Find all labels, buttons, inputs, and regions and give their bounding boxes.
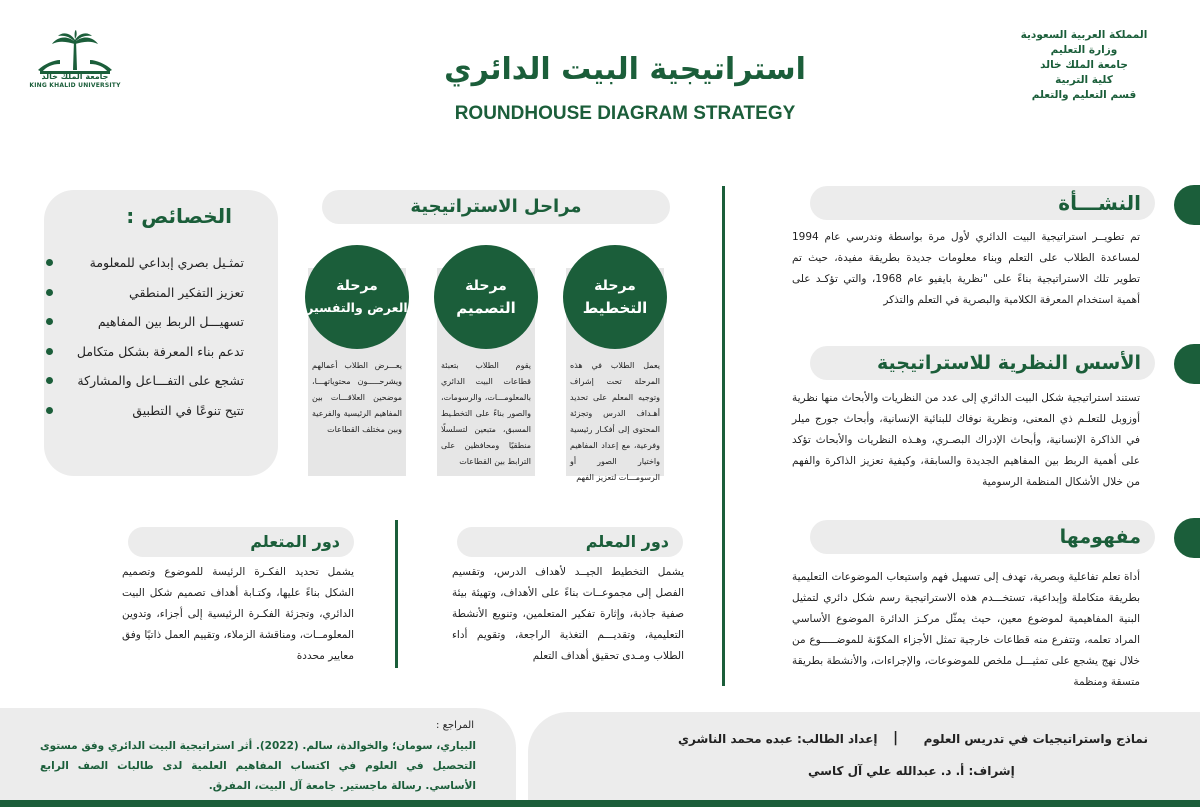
- reference-entry: البياري، سومان؛ والخوالدة، سالم. (2022). أثر استراتيجية البيت الدائري وفق مستوى التحصيل في العلوم في اكتساب المفاهيم العلمية لدى طالبات الصف الرابع الأساسي. رسالة ماجستير. جامعة آل البيت، المفرق.: [39, 740, 476, 792]
- stage-text-planning: يعمل الطلاب في هذه المرحلة تحت إشراف وتوجيه المعلم على تحديد أهـداف الدرس وتجزئة المحتوى إلى أفكـار رئيسية وفرعية، مع إعداد المفاهيم واختيار الصور أو الرسومـــات لتعزيز الفهم: [570, 361, 660, 482]
- column-divider: [722, 186, 725, 686]
- learner-role-heading: دور المتعلم: [128, 527, 354, 557]
- stage-circle-presentation: مرحلة العرض والتفسير: [305, 245, 409, 349]
- stages-heading: مراحل الاستراتيجية: [322, 190, 670, 224]
- feature-item: تدعم بناء المعرفة بشكل متكامل: [58, 337, 248, 367]
- institution-block: [1004, 28, 1164, 103]
- references-panel: [0, 708, 516, 807]
- bullet-icon: [46, 259, 53, 266]
- learner-role-text: يشمل تحديد الفكـرة الرئيسة للموضوع وتصميم الشكل بناءً عليها، وكتـابة أهداف تصميم شكل البيت الدائري، وتجزئة الفكـرة الرئيسية إلى أجزاء، وتدوين المعلومــات، ومناقشة الزملاء، وتقييم العمل ذاتيًا وفق معايير محددة: [122, 566, 354, 662]
- supervisor-credit: إشراف: أ. د. عبدالله علي آل كاسي: [808, 764, 1015, 778]
- institution-line: المملكة العربية السعودية: [1020, 29, 1148, 41]
- stage-text-presentation: يعـــرض الطلاب أعمالهم ويشرحـــــون محتوياتهـــا، موضحين العلاقـــات بين المفاهيم الرئيسية والفرعية وبين مختلف القطاعات: [312, 361, 402, 434]
- section-tab-marker: [1174, 185, 1200, 225]
- concept-heading: مفهومها: [810, 520, 1155, 554]
- stage-text-design: يقوم الطلاب بتعبئة قطاعات البيت الدائري بالمعلومـــات، والرسومات، والصور بناءً على التخطـيط المسبق، متبعين لتسلسلًا منطقيًا ومحافظين على الترابط بين القطاعات: [441, 361, 531, 466]
- bullet-icon: [46, 407, 53, 414]
- page-title-arabic: استراتيجية البيت الدائري: [444, 52, 806, 87]
- origin-text: تم تطويــر استراتيجية البيت الدائري لأول مرة بواسطة وندرسي عام 1994 لمساعدة الطلاب على التعلم وبناء معلومات جديدة بطريقة مفيدة، حيث تم تطوير تلك الاستراتيجية بناءً على "نظرية بايفيو عام 1968، والتي تؤكـد على أهمية استخدام المعرفة الكلامية والبصرية في التعلم والتذكر: [792, 231, 1141, 306]
- feature-item: تتيح تنوعًا في التطبيق: [58, 396, 248, 426]
- credits-panel: [528, 712, 1200, 807]
- institution-line: جامعة الملك خالد: [1040, 59, 1128, 71]
- features-list: [58, 248, 248, 425]
- teacher-role-text: يشمل التخطيط الجيــد لأهداف الدرس، وتقسيم الفصل إلى مجموعــات بناءً على الأهداف، وتهيئة بيئة صفية جاذبة، وإثارة تفكير المتعلمين، وتنويع الأنشطة التعليمية، وتقديـــم التغذية الراجعة، وتقويم أداء الطلاب ومـدى تحقيق أهداف التعلم: [452, 566, 684, 662]
- logo-english-text: KING KHALID UNIVERSITY: [29, 82, 121, 89]
- bottom-accent-bar: [0, 800, 1200, 807]
- course-name: نماذج واستراتيجيات في تدريس العلوم: [923, 732, 1148, 746]
- concept-text: أداة تعلم تفاعلية وبصرية، تهدف إلى تسهيل فهم واستيعاب الموضوعات التعليمية بطريقة متكاملة وإبداعية، تستخـــدم هذه الاستراتيجية رسم شكل دائري لتمثيل البنية المفاهيمية لموضوع معين، حيث يمثّل مركـز الدائرة الموضوع الأساسي المراد تعلمه، وتتفرع منه قطاعات خارجية تمثل الأجزاء المكوّنة للموضـــــوع من خلال نهج يشجع على تمثيـــل ملخص للموضوعات، والإجراءات، والأنشطة بطريقة متسقة ومنظمة: [792, 571, 1140, 688]
- teacher-role-heading: دور المعلم: [457, 527, 683, 557]
- section-tab-marker: [1174, 518, 1200, 558]
- features-heading: الخصائص :: [126, 204, 232, 228]
- section-tab-marker: [1174, 344, 1200, 384]
- student-credit: إعداد الطالب: عبده محمد الناشري: [678, 732, 878, 746]
- page-title-english: ROUNDHOUSE DIAGRAM STRATEGY: [454, 103, 796, 124]
- stage-circle-planning: مرحلة التخطيط: [563, 245, 667, 349]
- column-divider: [395, 520, 398, 668]
- feature-item: تسهيـــل الربط بين المفاهيم: [58, 307, 248, 337]
- feature-item: تشجع على التفـــاعل والمشاركة: [58, 366, 248, 396]
- logo-arabic-text: جامعة الملك خالد: [41, 72, 109, 81]
- bullet-icon: [46, 348, 53, 355]
- credit-separator: |: [893, 730, 899, 746]
- feature-item: تعزيز التفكير المنطقي: [58, 278, 248, 308]
- foundations-text: تستند استراتيجية شكل البيت الدائري إلى عدد من النظريات والأبحاث منها نظرية أوزوبل للتعلـم ذي المعنى، ونظرية نوفاك للبنائية الإنسانية، وأبحاث جورج ميلر في الذاكرة الإنسانية، وأبحاث الإدراك البصـري، وهـذه النظريات والأبحاث تؤكد على أهمية الربط بين المفاهيم الجديدة والسابقة، وكيفية تعزيز الذاكرة والفهم من خلال الأشكال المنظمة الرسومية: [792, 392, 1140, 488]
- feature-item: تمثـيل بصري إبداعي للمعلومة: [58, 248, 248, 278]
- bullet-icon: [46, 318, 53, 325]
- institution-line: كلية التربية: [1055, 74, 1113, 86]
- institution-line: وزارة التعليم: [1050, 44, 1118, 56]
- institution-line: قسم التعليم والتعلم: [1031, 89, 1137, 101]
- features-card: [44, 190, 278, 476]
- origin-heading: النشـــأة: [810, 186, 1155, 220]
- stage-circle-design: مرحلة التصميم: [434, 245, 538, 349]
- bullet-icon: [46, 289, 53, 296]
- bullet-icon: [46, 377, 53, 384]
- references-heading: المراجع :: [436, 720, 474, 731]
- foundations-heading: الأسس النظرية للاستراتيجية: [810, 346, 1155, 380]
